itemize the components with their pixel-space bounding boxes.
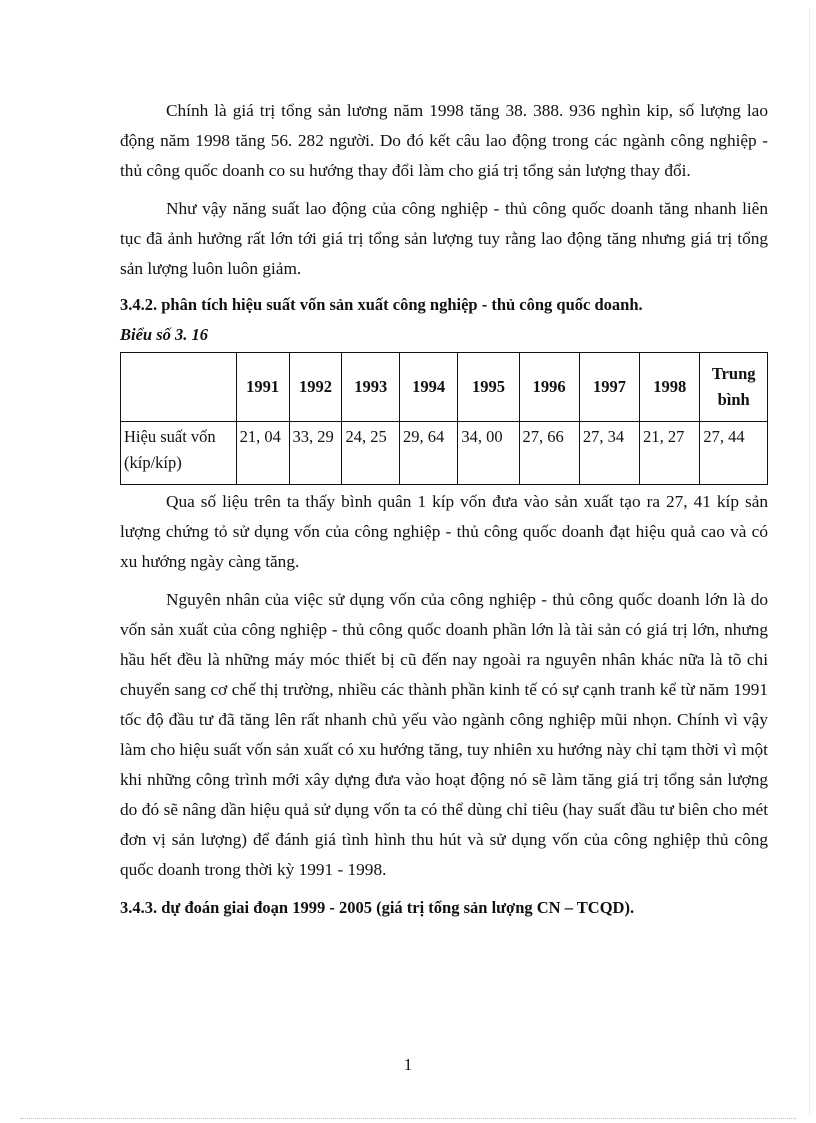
header-cell-1998: 1998 (640, 353, 700, 422)
paragraph-4: Nguyên nhân của việc sử dụng vốn của công nghiệp - thủ công quốc doanh lớn là do vốn sản xuất của công nghiệp - thủ công quốc doanh phần lớn là tài sản có giá trị lớn, nhưng hầu hết đều là những máy móc thiết bị cũ đến nay ngoài ra nguyên nhân khác nữa là tõ chi chuyển sang cơ chế thị trường, nhiều các thành phần kinh tế có sự cạnh tranh kể từ năm 1991 tốc độ đầu tư đã tăng lên rất nhanh chủ yếu vào ngành công nghiệp mũi nhọn. Chính vì vậy làm cho hiệu suất vốn sản xuất có xu hướng tăng, tuy nhiên xu hướng này chỉ tạm thời vì một khi những công trình mới xây dựng đưa vào hoạt động nó sẽ làm tăng giá trị tổng sản lượng do đó sẽ nâng dần hiệu quả sử dụng vốn ta có thể dùng chỉ tiêu (hay suất đầu tư biên cho mét đơn vị sản lượng) để đánh giá tình hình thu hút và sử dụng vốn của công nghiệp thủ công quốc doanh trong thời kỳ 1991 - 1998. (120, 590, 768, 879)
section-heading-3-4-3: 3.4.3. dự đoán giai đoạn 1999 - 2005 (giá trị tổng sản lượng CN – TCQD). (120, 898, 635, 917)
header-cell-1995: 1995 (458, 353, 519, 422)
header-cell-1993: 1993 (342, 353, 400, 422)
header-cell-1994: 1994 (399, 353, 457, 422)
value-cell-1996: 27, 66 (519, 422, 579, 485)
value-cell-1994: 29, 64 (399, 422, 457, 485)
paragraph-1: Chính là giá trị tổng sản lương năm 1998 tăng 38. 388. 936 nghìn kip, số lượng lao động năm 1998 tăng 56. 282 người. Do đó kết câu lao động trong các ngành công nghiệp - thủ công quốc doanh co su hướng thay đổi làm cho giá trị tổng sản lượng thay đổi. (120, 101, 768, 180)
page-right-border (809, 8, 810, 1115)
value-cell-average: 27, 44 (700, 422, 768, 485)
header-cell-1991: 1991 (236, 353, 289, 422)
row-label: Hiệu suất vốn (kíp/kíp) (121, 422, 237, 485)
header-cell-empty (121, 353, 237, 422)
header-cell-1997: 1997 (579, 353, 639, 422)
value-cell-1992: 33, 29 (289, 422, 342, 485)
header-cell-1996: 1996 (519, 353, 579, 422)
value-cell-1995: 34, 00 (458, 422, 519, 485)
paragraph-2: Như vậy năng suất lao động của công nghiệp - thủ công quốc doanh tăng nhanh liên tục đã ảnh hưởng rất lớn tới giá trị tổng sản lượng tuy rằng lao động tăng nhưng giá trị tổng sản lượng luôn luôn giảm. (120, 199, 768, 278)
value-cell-1993: 24, 25 (342, 422, 400, 485)
page-number: 1 (403, 1055, 413, 1074)
efficiency-table (120, 352, 768, 485)
table-header-row (121, 353, 768, 422)
value-cell-1991: 21, 04 (236, 422, 289, 485)
paragraph-3: Qua số liệu trên ta thấy bình quân 1 kíp vốn đưa vào sản xuất tạo ra 27, 41 kíp sản lượng chứng tỏ sử dụng vốn của công nghiệp - thủ công quốc doanh đạt hiệu quả cao và có xu hướng ngày càng tăng. (120, 492, 768, 571)
table-row (121, 422, 768, 485)
document-content (120, 96, 768, 923)
header-cell-average: Trung bình (700, 353, 768, 422)
page-bottom-border (20, 1118, 796, 1119)
section-heading-3-4-2: 3.4.2. phân tích hiệu suất vốn sản xuất công nghiệp - thủ công quốc doanh. (120, 295, 643, 314)
table-title: Biểu số 3. 16 (120, 325, 209, 344)
header-cell-1992: 1992 (289, 353, 342, 422)
value-cell-1998: 21, 27 (640, 422, 700, 485)
value-cell-1997: 27, 34 (579, 422, 639, 485)
